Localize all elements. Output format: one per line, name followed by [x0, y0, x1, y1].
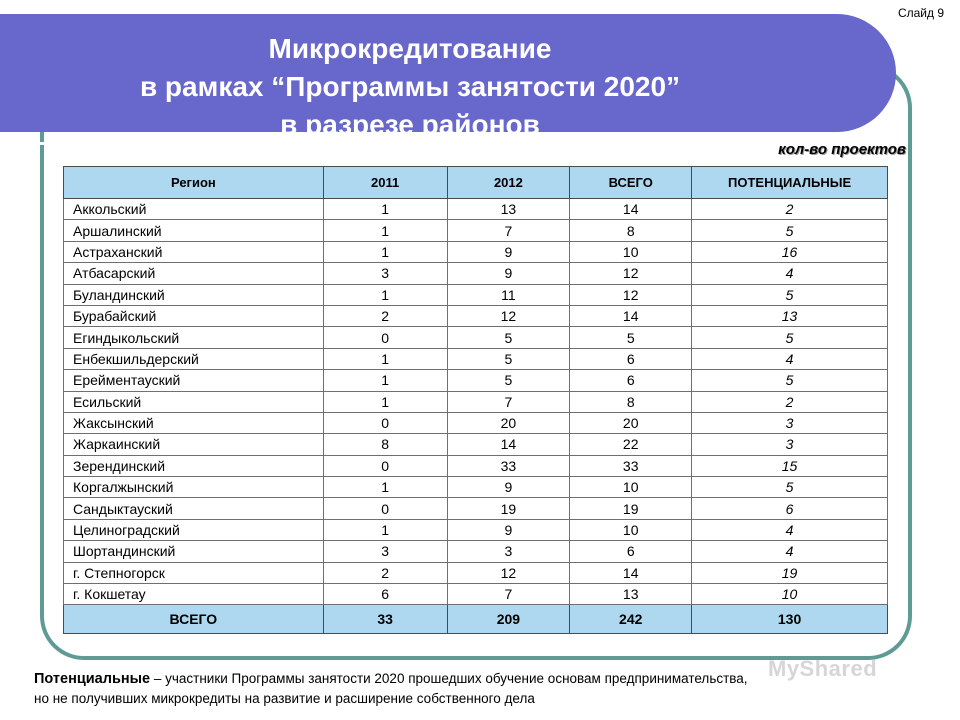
cell-potential: 16 [692, 241, 888, 262]
cell-total: 6 [570, 541, 692, 562]
cell-potential: 5 [692, 370, 888, 391]
cell-total: 10 [570, 519, 692, 540]
cell-region: Астраханский [64, 241, 324, 262]
cell-total: 6 [570, 370, 692, 391]
cell-total: 33 [570, 455, 692, 476]
total-2012: 209 [447, 605, 570, 634]
cell-potential: 5 [692, 327, 888, 348]
cell-potential: 10 [692, 584, 888, 605]
cell-region: г. Степногорск [64, 562, 324, 583]
cell-total: 10 [570, 241, 692, 262]
cell-2012: 19 [447, 498, 570, 519]
cell-2011: 0 [323, 412, 447, 433]
cell-2012: 7 [447, 584, 570, 605]
table-row [64, 305, 888, 326]
cell-2012: 33 [447, 455, 570, 476]
table-row [64, 241, 888, 262]
cell-2012: 13 [447, 199, 570, 220]
cell-total: 6 [570, 348, 692, 369]
total-all: 242 [570, 605, 692, 634]
cell-potential: 19 [692, 562, 888, 583]
cell-region: Егиндыкольский [64, 327, 324, 348]
cell-2012: 14 [447, 434, 570, 455]
cell-potential: 15 [692, 455, 888, 476]
header-2011: 2011 [323, 167, 447, 199]
table-row [64, 263, 888, 284]
table-row [64, 519, 888, 540]
cell-region: Аккольский [64, 199, 324, 220]
cell-2012: 9 [447, 241, 570, 262]
cell-potential: 4 [692, 519, 888, 540]
cell-region: Коргалжынский [64, 477, 324, 498]
cell-2012: 9 [447, 263, 570, 284]
table-row [64, 199, 888, 220]
cell-2011: 1 [323, 348, 447, 369]
cell-2012: 11 [447, 284, 570, 305]
table-subtitle: кол-во проектов [778, 141, 906, 158]
cell-potential: 4 [692, 348, 888, 369]
cell-2011: 1 [323, 284, 447, 305]
table-row [64, 327, 888, 348]
table-row [64, 477, 888, 498]
cell-total: 14 [570, 562, 692, 583]
title-banner [0, 14, 896, 140]
cell-potential: 3 [692, 434, 888, 455]
table-row [64, 562, 888, 583]
cell-potential: 4 [692, 541, 888, 562]
cell-2012: 12 [447, 562, 570, 583]
cell-total: 14 [570, 305, 692, 326]
table-row [64, 220, 888, 241]
cell-2012: 5 [447, 370, 570, 391]
cell-potential: 5 [692, 284, 888, 305]
cell-total: 5 [570, 327, 692, 348]
table-header-row [64, 167, 888, 199]
cell-2012: 5 [447, 327, 570, 348]
cell-2012: 3 [447, 541, 570, 562]
table-total-row [64, 605, 888, 634]
cell-region: Шортандинский [64, 541, 324, 562]
cell-2011: 1 [323, 220, 447, 241]
cell-2011: 0 [323, 327, 447, 348]
cell-total: 10 [570, 477, 692, 498]
cell-total: 8 [570, 391, 692, 412]
header-2012: 2012 [447, 167, 570, 199]
cell-region: Есильский [64, 391, 324, 412]
cell-2011: 6 [323, 584, 447, 605]
header-region: Регион [64, 167, 324, 199]
cell-potential: 5 [692, 220, 888, 241]
slide-title [110, 30, 710, 144]
footnote-text-1: участники Программы занятости 2020 прошедших обучение основам предпринимательства, [165, 671, 748, 686]
cell-2011: 1 [323, 199, 447, 220]
cell-2011: 1 [323, 370, 447, 391]
table-row [64, 584, 888, 605]
cell-2011: 1 [323, 519, 447, 540]
cell-total: 12 [570, 263, 692, 284]
cell-2011: 1 [323, 241, 447, 262]
cell-region: Целиноградский [64, 519, 324, 540]
table-row [64, 455, 888, 476]
table-row [64, 391, 888, 412]
cell-2011: 1 [323, 477, 447, 498]
footnote-term: Потенциальные [34, 671, 151, 687]
banner-underline [0, 142, 818, 145]
cell-region: Буландинский [64, 284, 324, 305]
cell-2011: 3 [323, 263, 447, 284]
cell-region: Зерендинский [64, 455, 324, 476]
cell-potential: 6 [692, 498, 888, 519]
cell-region: Жаркаинский [64, 434, 324, 455]
cell-2012: 9 [447, 519, 570, 540]
cell-2011: 0 [323, 455, 447, 476]
cell-2012: 7 [447, 220, 570, 241]
header-potential: ПОТЕНЦИАЛЬНЫЕ [692, 167, 888, 199]
cell-potential: 4 [692, 263, 888, 284]
cell-potential: 3 [692, 412, 888, 433]
total-potential: 130 [692, 605, 888, 634]
cell-region: г. Кокшетау [64, 584, 324, 605]
header-total: ВСЕГО [570, 167, 692, 199]
cell-region: Сандыктауский [64, 498, 324, 519]
table-row [64, 541, 888, 562]
cell-total: 20 [570, 412, 692, 433]
cell-region: Ерейментауский [64, 370, 324, 391]
projects-table [63, 166, 888, 634]
table-row [64, 284, 888, 305]
total-2011: 33 [323, 605, 447, 634]
cell-potential: 2 [692, 391, 888, 412]
footnote-text-2: но не получивших микрокредиты на развитие и расширение собственного дела [34, 691, 535, 706]
cell-2012: 5 [447, 348, 570, 369]
slide-number: Слайд 9 [897, 6, 944, 20]
cell-total: 14 [570, 199, 692, 220]
cell-2011: 3 [323, 541, 447, 562]
cell-2012: 9 [447, 477, 570, 498]
watermark-logo: MyShared [768, 656, 878, 681]
total-label: ВСЕГО [64, 605, 324, 634]
cell-2011: 2 [323, 562, 447, 583]
cell-potential: 13 [692, 305, 888, 326]
cell-total: 22 [570, 434, 692, 455]
cell-total: 13 [570, 584, 692, 605]
cell-total: 19 [570, 498, 692, 519]
cell-region: Жаксынский [64, 412, 324, 433]
table-row [64, 348, 888, 369]
cell-region: Енбекшильдерский [64, 348, 324, 369]
table-row [64, 498, 888, 519]
cell-region: Атбасарский [64, 263, 324, 284]
cell-2012: 12 [447, 305, 570, 326]
cell-potential: 2 [692, 199, 888, 220]
cell-2011: 8 [323, 434, 447, 455]
footnote-dash: – [150, 671, 166, 686]
cell-potential: 5 [692, 477, 888, 498]
table-row [64, 370, 888, 391]
cell-total: 8 [570, 220, 692, 241]
cell-total: 12 [570, 284, 692, 305]
title-line-1: Микрокредитование [268, 33, 552, 64]
cell-region: Аршалинский [64, 220, 324, 241]
table-row [64, 434, 888, 455]
table-row [64, 412, 888, 433]
title-line-2: в рамках “Программы занятости 2020” [139, 71, 681, 102]
title-line-3: в разрезе районов [280, 109, 540, 140]
cell-2011: 0 [323, 498, 447, 519]
cell-2011: 1 [323, 391, 447, 412]
cell-region: Бурабайский [64, 305, 324, 326]
cell-2012: 20 [447, 412, 570, 433]
cell-2012: 7 [447, 391, 570, 412]
cell-2011: 2 [323, 305, 447, 326]
